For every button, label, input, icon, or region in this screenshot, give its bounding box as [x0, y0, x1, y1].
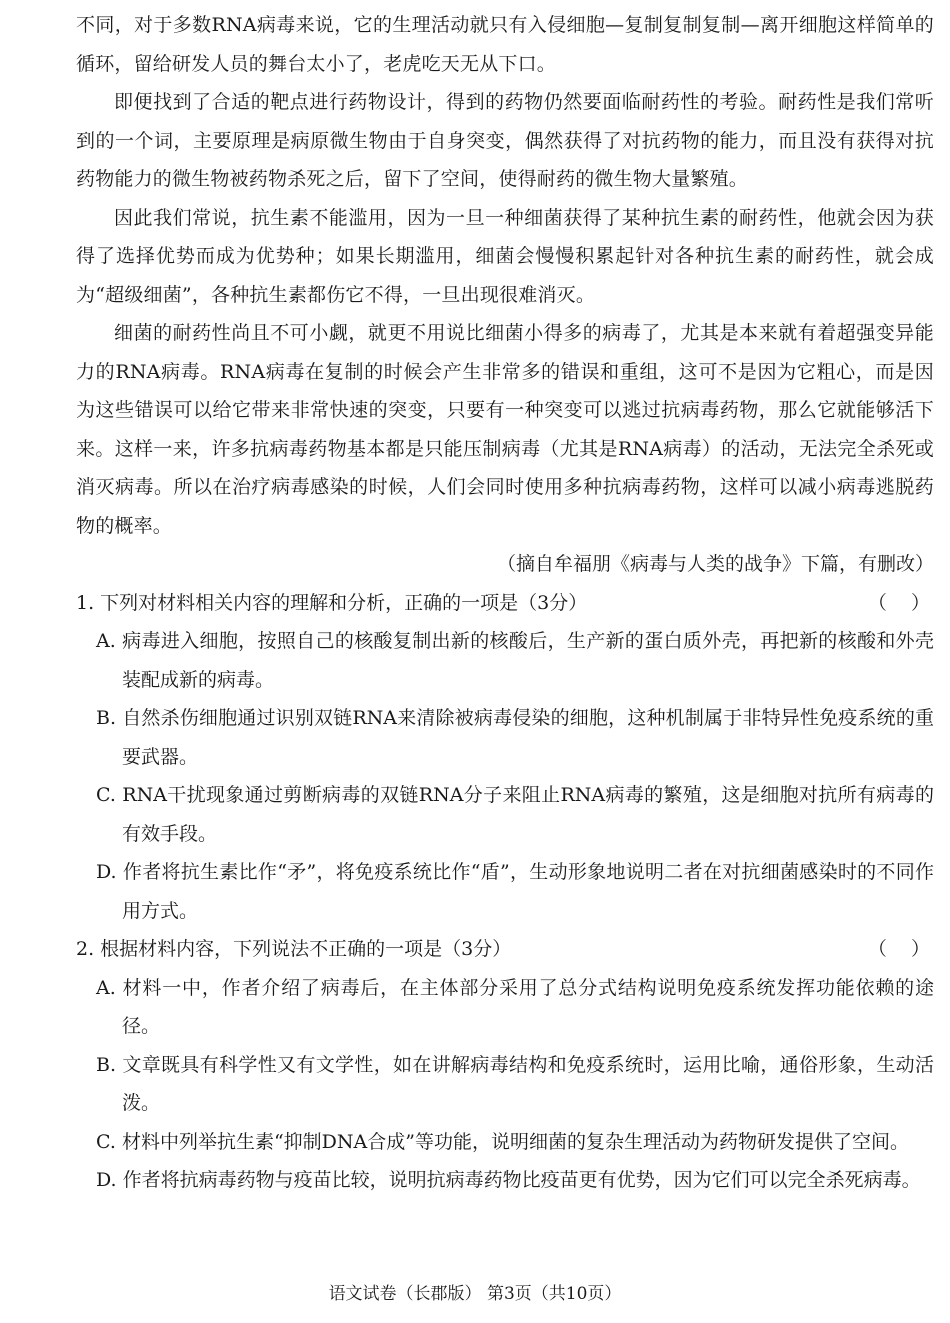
source-citation: （摘自牟福朋《病毒与人类的战争》下篇，有删改） — [496, 553, 934, 575]
question-1-option-b: B. 自然杀伤细胞通过识别双链RNA来清除被病毒侵染的细胞，这种机制属于非特异性免疫系统的重要武器。 — [96, 707, 934, 768]
question-2-option-d: D. 作者将抗病毒药物与疫苗比较，说明抗病毒药物比疫苗更有优势，因为它们可以完全杀死病毒。 — [96, 1169, 921, 1191]
question-2-stem: 2. 根据材料内容，下列说法不正确的一项是（3分） — [76, 938, 512, 960]
question-stem — [76, 930, 934, 969]
answer-blank: （ ） — [867, 938, 930, 960]
paragraph-1: 不同，对于多数RNA病毒来说，它的生理活动就只有入侵细胞—复制复制复制—离开细胞这样简单的循环，留给研发人员的舞台太小了，老虎吃天无从下口。 — [76, 14, 934, 75]
question-1-option-d: D. 作者将抗生素比作“矛”，将免疫系统比作“盾”，生动形象地说明二者在对抗细菌感染时的不同作用方式。 — [96, 861, 934, 922]
question-1-option-c: C. RNA干扰现象通过剪断病毒的双链RNA分子来阻止RNA病毒的繁殖，这是细胞对抗所有病毒的有效手段。 — [96, 784, 934, 845]
paragraph-2: 即便找到了合适的靶点进行药物设计，得到的药物仍然要面临耐药性的考验。耐药性是我们常听到的一个词，主要原理是病原微生物由于自身突变，偶然获得了对抗药物的能力，而且没有获得对抗药物能力的微生物被药物杀死之后，留下了空间，使得耐药的微生物大量繁殖。 — [76, 91, 934, 190]
exam-page — [76, 6, 934, 1200]
question-1-option-a: A. 病毒进入细胞，按照自己的核酸复制出新的核酸后，生产新的蛋白质外壳，再把新的核酸和外壳装配成新的病毒。 — [96, 630, 934, 691]
question-1-stem: 1. 下列对材料相关内容的理解和分析，正确的一项是（3分） — [76, 591, 588, 614]
question-2-option-b: B. 文章既具有科学性又有文学性，如在讲解病毒结构和免疫系统时，运用比喻，通俗形象，生动活泼。 — [96, 1053, 934, 1114]
question-2-option-a: A. 材料一中，作者介绍了病毒后，在主体部分采用了总分式结构说明免疫系统发挥功能依赖的途径。 — [96, 976, 934, 1037]
paragraph-3: 因此我们常说，抗生素不能滥用，因为一旦一种细菌获得了某种抗生素的耐药性，他就会因为获得了选择优势而成为优势种；如果长期滥用，细菌会慢慢积累起针对各种抗生素的耐药性，就会成为“超级细菌”，各种抗生素都伤它不得，一旦出现很难消灭。 — [76, 206, 934, 306]
page-footer: 语文试卷（长郡版） 第3页（共10页） — [328, 1284, 622, 1304]
paragraph-4: 细菌的耐药性尚且不可小觑，就更不用说比细菌小得多的病毒了，尤其是本来就有着超强变异能力的RNA病毒。RNA病毒在复制的时候会产生非常多的错误和重组，这可不是因为它粗心，而是因为这些错误可以给它带来非常快速的突变，只要有一种突变可以逃过抗病毒药物，那么它就能够活下来。这样一来，许多抗病毒药物基本都是只能压制病毒（尤其是RNA病毒）的活动，无法完全杀死或消灭病毒。所以在治疗病毒感染的时候，人们会同时使用多种抗病毒药物，这样可以减小病毒逃脱药物的概率。 — [76, 322, 934, 537]
answer-blank: （ ） — [867, 591, 930, 614]
question-1 — [76, 584, 934, 931]
question-2 — [76, 930, 934, 1200]
question-2-option-c: C. 材料中列举抗生素“抑制DNA合成”等功能，说明细菌的复杂生理活动为药物研发提供了空间。 — [96, 1130, 909, 1153]
question-stem — [76, 584, 934, 623]
